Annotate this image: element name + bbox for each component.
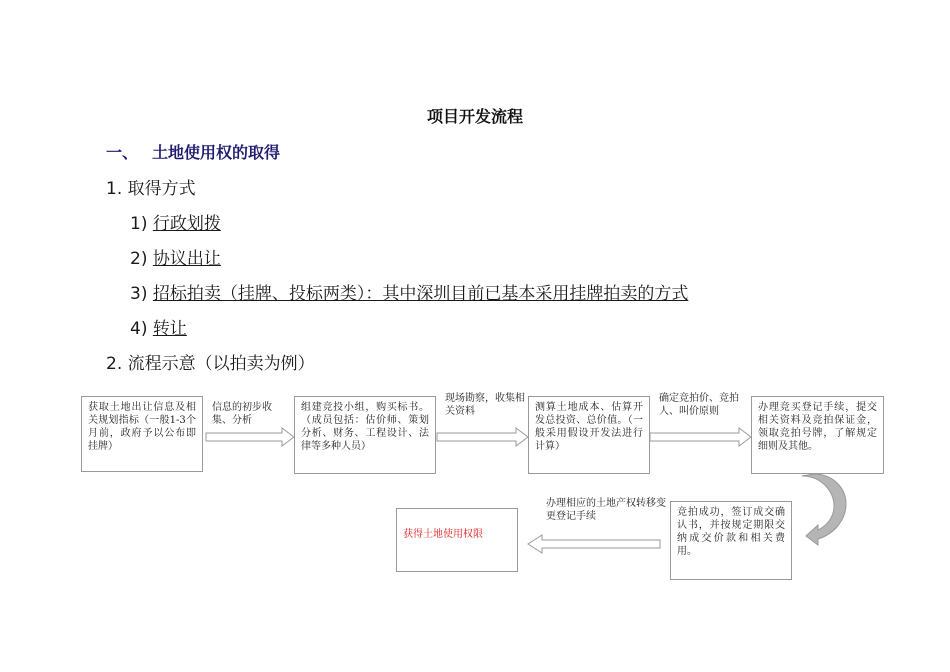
arrow-label-1: 信息的初步收集、分析 <box>212 402 272 426</box>
method-3-number: 3) <box>130 284 153 304</box>
method-2-text: 协议出让 <box>152 249 221 269</box>
flow-result-text: 获得土地使用权限 <box>403 529 483 540</box>
method-1-text: 行政划拨 <box>152 214 221 234</box>
item-1-label: 1. 取得方式 <box>106 179 196 199</box>
arrow-label-3: 确定竞拍价、竞拍人、叫价原则 <box>659 393 739 417</box>
flow-step-2-box: 组建竞投小组，购买标书。（成员包括：估价师、策划分析、财务、工程设计、法律等多种人员） <box>294 396 436 474</box>
method-3-text: 招标拍卖（挂牌、投标两类）：其中深圳目前已基本采用挂牌拍卖的方式 <box>152 284 689 304</box>
section-title: 土地使用权的取得 <box>152 143 281 162</box>
arrow-label-2: 现场勘察，收集相关资料 <box>445 393 525 417</box>
arrow-step2-to-step3 <box>437 428 528 446</box>
arrow-step1-to-step2 <box>206 428 294 446</box>
flow-step-1-box: 获取土地出让信息及相关规划指标（一般1-3个月前，政府予以公布即挂牌） <box>81 396 203 472</box>
arrow-step4-to-step5 <box>802 474 846 545</box>
method-4-number: 4) <box>130 319 153 339</box>
item-2-label: 2. 流程示意（以拍卖为例） <box>106 354 315 374</box>
arrow-step5-to-result <box>528 535 660 553</box>
flow-step-3-box: 测算土地成本、估算开发总投资、总价值。（一般采用假设开发法进行计算） <box>528 396 650 474</box>
method-1-number: 1) <box>130 214 153 234</box>
flow-step-4-box: 办理竞买登记手续，提交相关资料及竞拍保证金，领取竞拍号牌，了解规定细则及其他。 <box>751 396 884 474</box>
flow-result-box <box>396 508 518 572</box>
method-2-number: 2) <box>130 249 153 269</box>
flow-step-5-box: 竞拍成功，签订成交确认书，并按规定期限交纳成交价款和相关费用。 <box>670 501 792 580</box>
document-title: 项目开发流程 <box>426 107 523 126</box>
method-4-text: 转让 <box>152 319 187 339</box>
section-number: 一、 <box>106 143 139 162</box>
arrow-step3-to-step4 <box>650 428 751 446</box>
arrow-label-4: 办理相应的土地产权转移变更登记手续 <box>546 498 666 522</box>
